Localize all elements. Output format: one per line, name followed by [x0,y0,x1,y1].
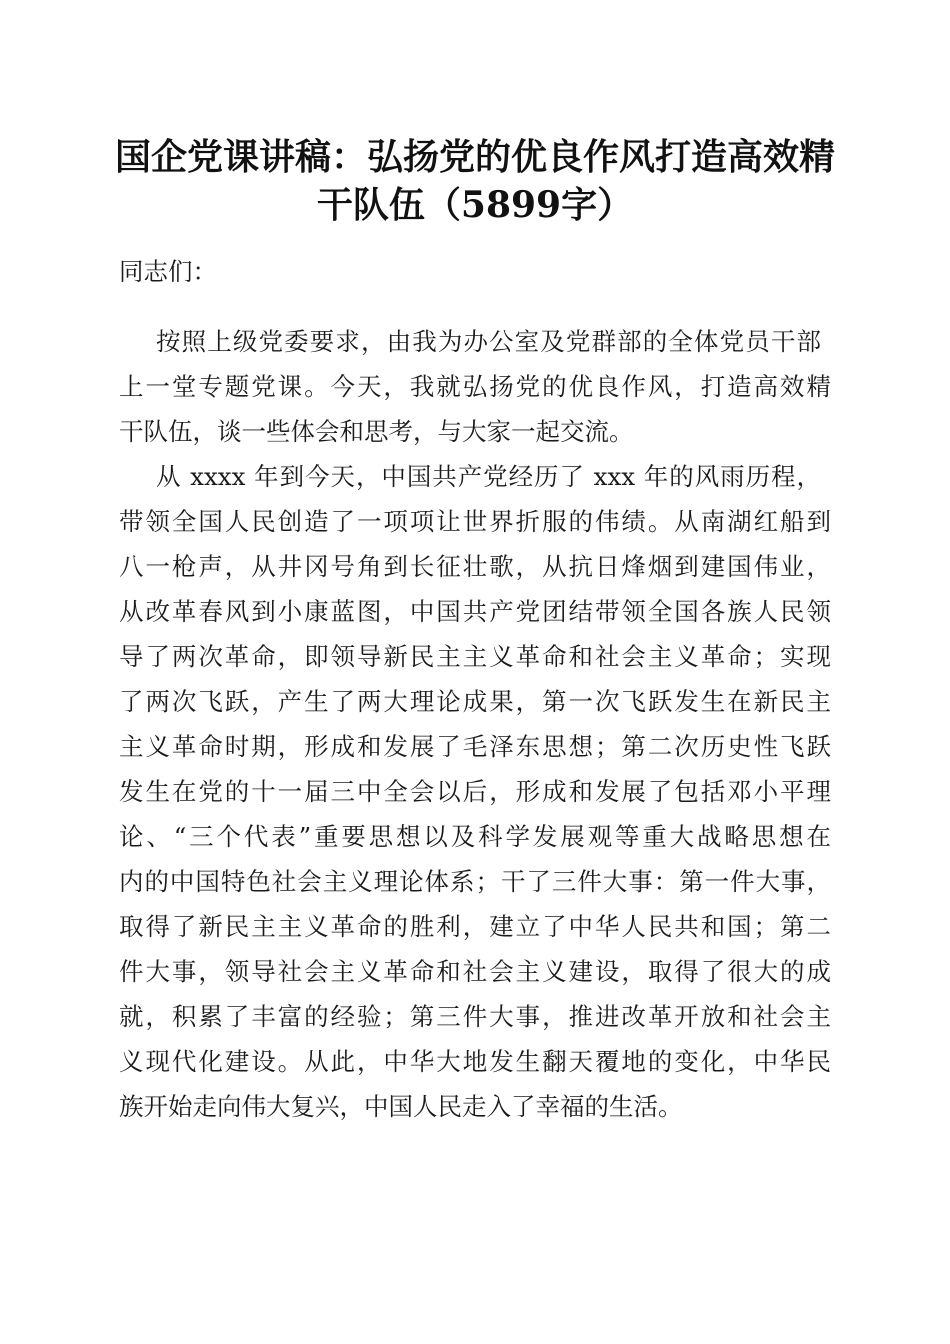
document-title-line-2: 干队伍（5899字） [316,184,634,226]
salutation: 同志们： [119,257,217,286]
paragraph-2-line-5: 导了两次革命，即领导新民主主义革命和社会主义革命；实现 [119,642,831,671]
paragraph-2-line-4: 从改革春风到小康蓝图，中国共产党团结带领全国各族人民领 [119,597,831,626]
paragraph-2-line-3: 八一枪声，从井冈号角到长征壮歌，从抗日烽烟到建国伟业， [119,552,831,581]
paragraph-2-line-12: 件大事，领导社会主义革命和社会主义建设，取得了很大的成 [119,957,831,986]
paragraph-1-line-2: 上一堂专题党课。今天，我就弘扬党的优良作风，打造高效精 [119,372,831,401]
paragraph-2-line-8: 发生在党的十一届三中全会以后，形成和发展了包括邓小平理 [119,777,831,806]
paragraph-2-line-6: 了两次飞跃，产生了两大理论成果，第一次飞跃发生在新民主 [119,687,831,716]
paragraph-2-line-11: 取得了新民主主义革命的胜利，建立了中华人民共和国；第二 [119,912,831,941]
paragraph-1-line-3: 干队伍，谈一些体会和思考，与大家一起交流。 [119,417,634,446]
paragraph-1-line-1: 按照上级党委要求，由我为办公室及党群部的全体党员干部 [156,327,821,356]
paragraph-2-line-10: 内的中国特色社会主义理论体系；干了三件大事：第一件大事， [119,867,831,896]
paragraph-2-line-14: 义现代化建设。从此，中华大地发生翻天覆地的变化，中华民 [119,1047,831,1076]
document-title-line-1: 国企党课讲稿：弘扬党的优良作风打造高效精 [114,136,835,178]
paragraph-2-line-9: 论、“三个代表”重要思想以及科学发展观等重大战略思想在 [119,822,831,851]
paragraph-2-line-15: 族开始走向伟大复兴，中国人民走入了幸福的生活。 [119,1092,683,1121]
paragraph-2-line-7: 主义革命时期，形成和发展了毛泽东思想；第二次历史性飞跃 [119,732,831,761]
paragraph-2-line-2: 带领全国人民创造了一项项让世界折服的伟绩。从南湖红船到 [119,507,831,536]
paragraph-2-line-13: 就，积累了丰富的经验；第三件大事，推进改革开放和社会主 [119,1002,831,1031]
paragraph-2-line-1: 从 xxxx 年到今天，中国共产党经历了 xxx 年的风雨历程， [156,462,821,491]
